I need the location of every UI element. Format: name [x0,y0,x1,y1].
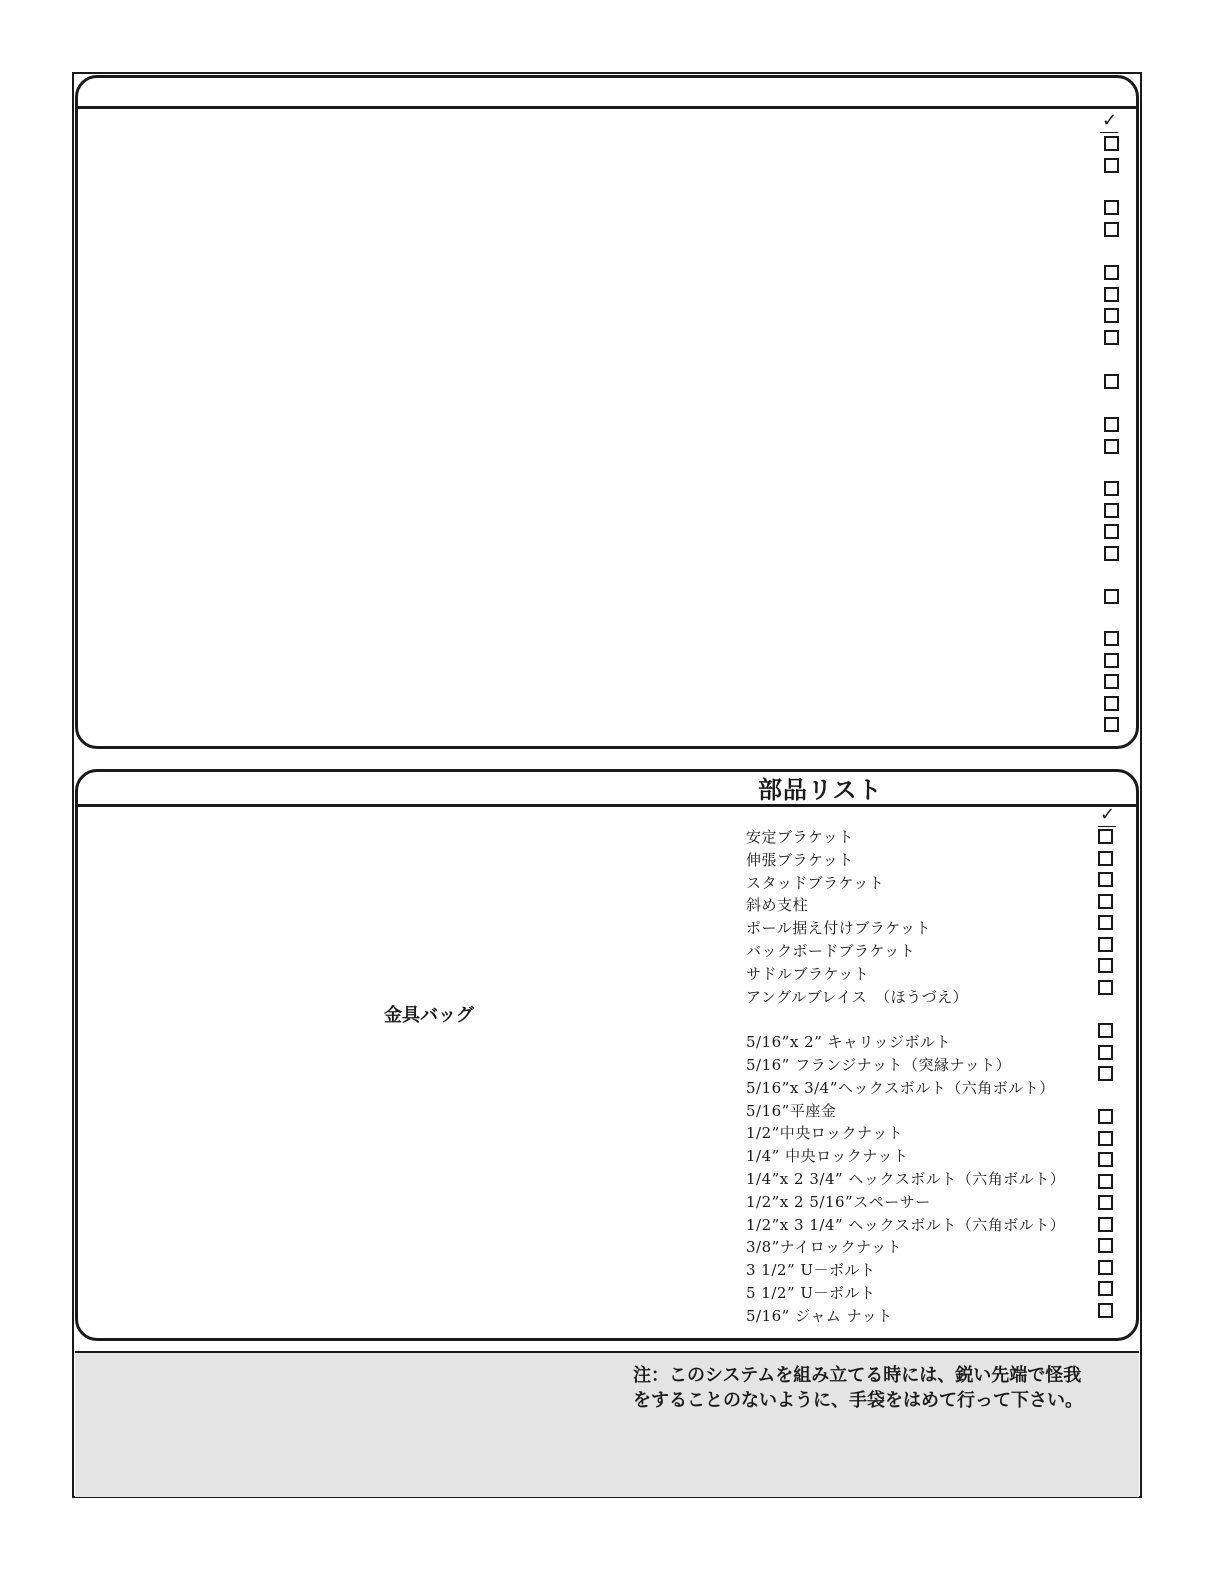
checkbox[interactable] [1104,439,1119,454]
parts-list-item: 5/16”x 2” キャリッジボルト [746,1033,951,1052]
checkbox[interactable] [1104,653,1119,668]
checkbox[interactable] [1098,1217,1113,1232]
parts-list-item: 1/4” 中央ロックナット [746,1147,909,1166]
parts-list-item: 5/16” ジャム ナット [746,1306,893,1325]
checkbox[interactable] [1104,631,1119,646]
safety-note [633,1363,1138,1413]
checkbox[interactable] [1098,915,1113,930]
checkbox[interactable] [1104,136,1119,151]
checkbox[interactable] [1098,1281,1113,1296]
checkbox[interactable] [1098,1066,1113,1081]
parts-list-item: 5/16”x 3/4”ヘックスボルト（六角ボルト） [746,1078,1055,1097]
checkbox[interactable] [1098,1152,1113,1167]
parts-list-item: アングルブレイス （ほうづえ） [746,987,969,1006]
parts-list-item: 5/16”平座金 [746,1101,837,1120]
checkbox[interactable] [1104,158,1119,173]
parts-list-item: 安定ブラケット [746,828,854,846]
checkbox[interactable] [1104,374,1119,389]
checkbox[interactable] [1098,829,1113,844]
checkbox[interactable] [1098,872,1113,887]
instruction-page [72,72,1142,1498]
checkbox[interactable] [1104,200,1119,215]
checkbox[interactable] [1098,958,1113,973]
parts-list-item: 1/4”x 2 3/4” ヘックスボルト（六角ボルト） [746,1170,1066,1188]
parts-list-item: ポール据え付けブラケット [746,919,931,938]
parts-list-item: 5 1/2” U－ボルト [746,1284,876,1302]
checkbox[interactable] [1098,1109,1113,1124]
checkbox[interactable] [1098,1045,1113,1060]
parts-list-panel [75,769,1139,1341]
check-mark-icon: ✓ [1102,110,1118,131]
parts-list-item: 1/2”x 2 5/16”スペーサー [746,1192,931,1211]
parts-list-item: 3 1/2” U－ボルト [746,1261,876,1280]
checkbox[interactable] [1104,503,1119,518]
checkbox[interactable] [1104,222,1119,237]
checkbox[interactable] [1098,1303,1113,1318]
checkbox[interactable] [1098,1195,1113,1210]
parts-list-item: スタッドブラケット [746,873,885,892]
checkbox[interactable] [1104,717,1119,732]
parts-list-item: 斜め支柱 [746,896,809,915]
checkbox[interactable] [1104,589,1119,604]
checkbox[interactable] [1098,937,1113,952]
safety-note-line: をすることのないように、手袋をはめて行って下さい。 [633,1390,1083,1411]
checkbox[interactable] [1104,481,1119,496]
checkbox[interactable] [1104,696,1119,711]
checkbox[interactable] [1098,1131,1113,1146]
check-mark-icon: ✓ [1100,804,1116,825]
checkbox[interactable] [1098,894,1113,909]
checkbox[interactable] [1098,851,1113,866]
parts-list-header [78,772,1136,807]
checkbox[interactable] [1098,1174,1113,1189]
parts-list-title: 部品リスト [758,776,883,804]
parts-list-item: サドルブラケット [746,964,870,983]
safety-note-line: 注：このシステムを組み立てる時には、鋭い先端で怪我 [633,1365,1082,1386]
checkbox[interactable] [1104,417,1119,432]
checkbox[interactable] [1098,1260,1113,1275]
checkbox[interactable] [1104,524,1119,539]
safety-note-area [75,1351,1139,1497]
checkbox[interactable] [1104,546,1119,561]
checkbox[interactable] [1104,308,1119,323]
checkbox[interactable] [1104,265,1119,280]
parts-list-item: 伸張ブラケット [746,850,854,869]
parts-list-item: 5/16” フランジナット（突縁ナット） [746,1056,1012,1074]
parts-list-item: 1/2”x 3 1/4” ヘックスボルト（六角ボルト） [746,1215,1066,1234]
checkbox[interactable] [1098,1023,1113,1038]
checkbox[interactable] [1104,287,1119,302]
checkbox[interactable] [1104,674,1119,689]
parts-list-item: 3/8”ナイロックナット [746,1238,903,1257]
checkbox[interactable] [1104,330,1119,345]
checkbox[interactable] [1098,1238,1113,1253]
parts-list-item: 1/2”中央ロックナット [746,1124,904,1143]
hardware-bag-label: 金具バッグ [384,1005,474,1026]
assembly-panel-header [78,78,1136,109]
parts-list-item: バックボードブラケット [746,942,916,960]
checkbox[interactable] [1098,980,1113,995]
assembly-panel [75,75,1139,749]
